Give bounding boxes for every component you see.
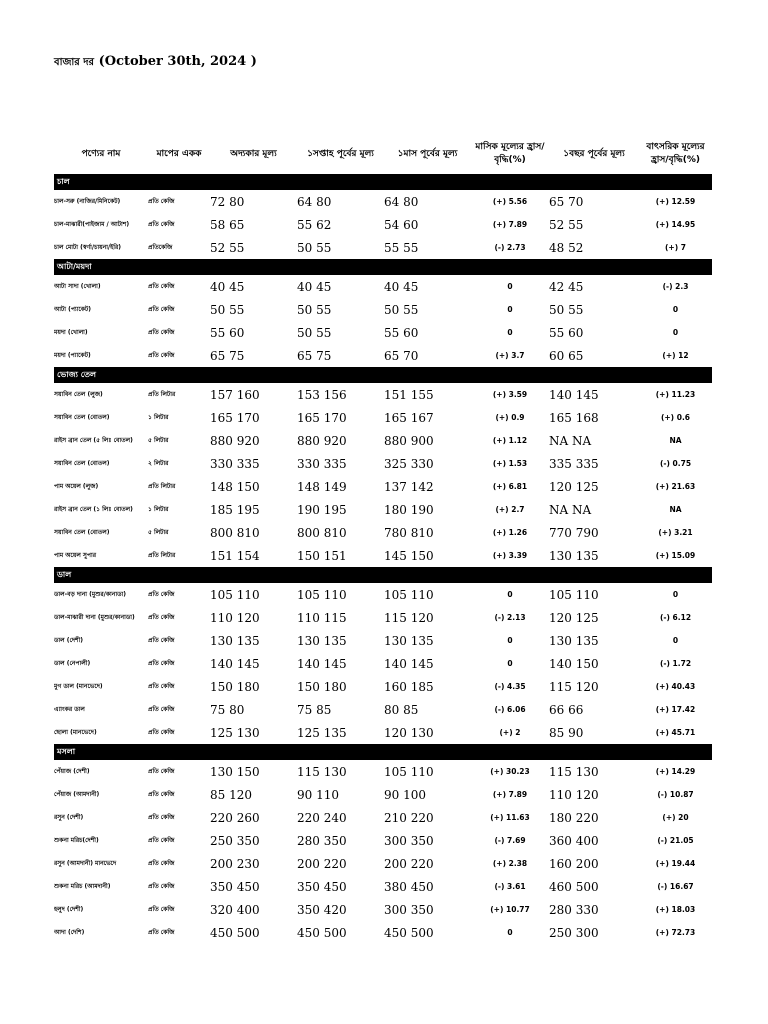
year-ago-price-cell: 335 335 [549,456,599,471]
year-ago-price-cell: 65 70 [549,194,584,209]
month-ago-price-cell: 54 60 [384,217,419,232]
product-name-cell: সয়াবিন তেল (বোতল) [54,529,110,536]
yearly-change-cell: (+) 21.63 [655,482,696,491]
unit-cell: প্রতি কেজি [148,929,175,936]
month-ago-price-cell: 300 350 [384,833,434,848]
product-name-cell: পাম অয়েল সুপার [54,552,97,559]
category-header-row [54,744,712,760]
monthly-change-cell: (-) 2.73 [494,243,526,252]
year-ago-price-cell: 165 168 [549,410,599,425]
monthly-change-cell: (+) 1.26 [492,528,528,537]
week-ago-price-cell: 65 75 [297,348,332,363]
today-price-cell: 151 154 [210,548,260,563]
unit-cell: প্রতি কেজি [148,768,175,775]
year-ago-price-cell: 250 300 [549,925,599,940]
table-row [54,698,712,721]
yearly-change-cell: (-) 2.3 [662,282,689,291]
category-label: ভোজ্য তেল [54,367,712,383]
table-body [54,174,712,944]
category-label: ডাল [54,567,712,583]
yearly-change-cell: (+) 18.03 [655,905,696,914]
year-ago-price-cell: 120 125 [549,479,599,494]
table-row [54,190,712,213]
monthly-change-cell: (+) 0.9 [495,413,525,422]
week-ago-price-cell: 50 55 [297,302,332,317]
yearly-change-cell: (-) 21.05 [657,836,694,845]
today-price-cell: 75 80 [210,702,245,717]
month-ago-price-cell: 140 145 [384,656,434,671]
week-ago-price-cell: 75 85 [297,702,332,717]
yearly-change-cell: (+) 7 [665,243,686,252]
month-ago-price-cell: 40 45 [384,279,419,294]
table-header-row [54,134,712,174]
today-price-cell: 800 810 [210,525,260,540]
year-ago-price-cell: 120 125 [549,610,599,625]
monthly-change-cell: (+) 3.7 [495,351,525,360]
monthly-change-cell: (+) 2.38 [492,859,528,868]
unit-cell: প্রতি কেজি [148,198,175,205]
week-ago-price-cell: 55 62 [297,217,332,232]
week-ago-price-cell: 125 135 [297,725,347,740]
year-ago-price-cell: 52 55 [549,217,584,232]
category-header-row [54,174,712,190]
monthly-change-cell: (+) 7.89 [492,790,528,799]
monthly-change-cell: (-) 4.35 [494,682,526,691]
table-row [54,652,712,675]
header-product-name: পণ্যের নাম [81,148,121,159]
product-name-cell: চাল-মাঝারী(পাইজাম / আটাশ) [54,221,130,228]
unit-cell: প্রতি কেজি [148,283,175,290]
year-ago-price-cell: 130 135 [549,633,599,648]
table-row [54,544,712,567]
yearly-change-cell: (+) 45.71 [655,728,696,737]
table-row [54,721,712,744]
page-title-bangla: বাজার দর [54,57,95,68]
table-row [54,521,712,544]
monthly-change-cell: (+) 1.12 [492,436,528,445]
year-ago-price-cell: 85 90 [549,725,584,740]
year-ago-price-cell: 42 45 [549,279,584,294]
unit-cell: প্রতি কেজি [148,683,175,690]
product-name-cell: আদা (দেশি) [54,929,85,936]
yearly-change-cell: (-) 16.67 [657,882,694,891]
year-ago-price-cell: 360 400 [549,833,599,848]
week-ago-price-cell: 880 920 [297,433,347,448]
year-ago-price-cell: 140 150 [549,656,599,671]
monthly-change-cell: (+) 10.77 [490,905,530,914]
monthly-change-cell: (+) 30.23 [490,767,530,776]
month-ago-price-cell: 210 220 [384,810,434,825]
monthly-change-cell: 0 [507,928,513,937]
month-ago-price-cell: 115 120 [384,610,434,625]
yearly-change-cell: (+) 19.44 [655,859,696,868]
table-row [54,344,712,367]
year-ago-price-cell: 48 52 [549,240,584,255]
week-ago-price-cell: 450 500 [297,925,347,940]
product-name-cell: সয়াবিন তেল (বোতল) [54,414,110,421]
year-ago-price-cell: 66 66 [549,702,584,717]
unit-cell: প্রতি কেজি [148,814,175,821]
unit-cell: প্রতি কেজি [148,614,175,621]
product-name-cell: সয়াবিন তেল (লুজ) [54,391,103,398]
product-name-cell: পেঁয়াজ (আমদানী) [54,791,100,798]
week-ago-price-cell: 800 810 [297,525,347,540]
week-ago-price-cell: 105 110 [297,587,347,602]
month-ago-price-cell: 880 900 [384,433,434,448]
yearly-change-cell: (+) 40.43 [655,682,696,691]
header-month-ago-price: ১মাস পূর্বের মূল্য [397,148,458,159]
yearly-change-cell: (+) 15.09 [655,551,696,560]
month-ago-price-cell: 65 70 [384,348,419,363]
monthly-change-cell: 0 [507,659,513,668]
yearly-change-cell: 0 [672,590,679,599]
yearly-change-cell: (+) 12.59 [655,197,696,206]
year-ago-price-cell: NA NA [549,433,592,448]
table-row [54,875,712,898]
category-label: মসলা [54,744,712,760]
unit-cell: প্রতি লিটার [148,483,176,490]
today-price-cell: 250 350 [210,833,260,848]
header-unit: মাপের একক [156,148,202,159]
yearly-change-cell: 0 [672,636,679,645]
today-price-cell: 130 135 [210,633,260,648]
table-row [54,475,712,498]
month-ago-price-cell: 180 190 [384,502,434,517]
monthly-change-cell: (+) 2.7 [495,505,525,514]
week-ago-price-cell: 115 130 [297,764,347,779]
product-name-cell: পাম অয়েল (লুজ) [54,483,99,490]
week-ago-price-cell: 50 55 [297,240,332,255]
year-ago-price-cell: 50 55 [549,302,584,317]
yearly-change-cell: 0 [672,305,679,314]
week-ago-price-cell: 150 180 [297,679,347,694]
month-ago-price-cell: 55 60 [384,325,419,340]
week-ago-price-cell: 50 55 [297,325,332,340]
today-price-cell: 140 145 [210,656,260,671]
product-name-cell: মুগ ডাল (মানভেদে) [54,683,103,690]
product-name-cell: চাল মোটা (স্বর্ণা/চায়না/ইরি) [54,244,121,251]
month-ago-price-cell: 137 142 [384,479,434,494]
week-ago-price-cell: 280 350 [297,833,347,848]
yearly-change-cell: (-) 10.87 [657,790,694,799]
page-title-date: (October 30th, 2024 ) [98,54,257,69]
unit-cell: প্রতি কেজি [148,791,175,798]
header-week-ago-price: ১সপ্তাহ পূর্বের মূল্য [307,148,374,159]
monthly-change-cell: 0 [507,328,513,337]
year-ago-price-cell: 60 65 [549,348,584,363]
today-price-cell: 65 75 [210,348,245,363]
yearly-change-cell: (-) 1.72 [659,659,692,668]
table-row [54,852,712,875]
monthly-change-cell: (-) 2.13 [494,613,526,622]
week-ago-price-cell: 330 335 [297,456,347,471]
unit-cell: ২ লিটার [148,460,169,467]
product-name-cell: ডাল (দেশী) [54,637,84,644]
today-price-cell: 125 130 [210,725,260,740]
month-ago-price-cell: 325 330 [384,456,434,471]
today-price-cell: 185 195 [210,502,260,517]
week-ago-price-cell: 190 195 [297,502,347,517]
yearly-change-cell: 0 [672,328,679,337]
week-ago-price-cell: 90 110 [297,787,339,802]
monthly-change-cell: (-) 6.06 [494,705,526,714]
today-price-cell: 148 150 [210,479,260,494]
monthly-change-cell: 0 [507,636,513,645]
today-price-cell: 220 260 [210,810,260,825]
unit-cell: প্রতি কেজি [148,637,175,644]
today-price-cell: 165 170 [210,410,260,425]
monthly-change-cell: 0 [507,305,513,314]
week-ago-price-cell: 150 151 [297,548,347,563]
month-ago-price-cell: 380 450 [384,879,434,894]
product-name-cell: আটা (প্যাকেট) [54,306,92,313]
unit-cell: ১ লিটার [148,506,169,513]
monthly-change-cell: (-) 3.61 [494,882,526,891]
today-price-cell: 72 80 [210,194,245,209]
table-row [54,236,712,259]
month-ago-price-cell: 64 80 [384,194,419,209]
week-ago-price-cell: 200 220 [297,856,347,871]
month-ago-price-cell: 145 150 [384,548,434,563]
monthly-change-cell: (+) 2 [499,728,521,737]
month-ago-price-cell: 151 155 [384,387,434,402]
unit-cell: প্রতি লিটার [148,552,176,559]
unit-cell: প্রতি কেজি [148,860,175,867]
week-ago-price-cell: 165 170 [297,410,347,425]
month-ago-price-cell: 120 130 [384,725,434,740]
price-table [54,134,712,944]
month-ago-price-cell: 165 167 [384,410,434,425]
product-name-cell: শুকনা মরিচ(দেশী) [54,837,99,844]
table-row [54,275,712,298]
table-row [54,583,712,606]
unit-cell: প্রতি কেজি [148,221,175,228]
month-ago-price-cell: 130 135 [384,633,434,648]
today-price-cell: 330 335 [210,456,260,471]
month-ago-price-cell: 55 55 [384,240,419,255]
monthly-change-cell: (+) 11.63 [490,813,530,822]
unit-cell: প্রতি কেজি [148,706,175,713]
header-yearly-change: বাৎসরিক মূল্যের হ্রাস/বৃদ্ধি(%) [646,142,705,165]
unit-cell: প্রতি কেজি [148,660,175,667]
year-ago-price-cell: 140 145 [549,387,599,402]
unit-cell: প্রতি কেজি [148,306,175,313]
unit-cell: ৫ লিটার [148,529,169,536]
month-ago-price-cell: 200 220 [384,856,434,871]
table-row [54,829,712,852]
unit-cell: প্রতি লিটার [148,391,176,398]
year-ago-price-cell: 55 60 [549,325,584,340]
monthly-change-cell: (+) 3.39 [492,551,528,560]
unit-cell: প্রতি কেজি [148,906,175,913]
product-name-cell: পেঁয়াজ (দেশী) [54,768,90,775]
product-name-cell: শুকনা মরিচ (আমদানী) [54,883,111,890]
table-row [54,629,712,652]
yearly-change-cell: (+) 3.21 [658,528,693,537]
yearly-change-cell: (+) 14.29 [655,767,696,776]
year-ago-price-cell: 105 110 [549,587,599,602]
product-name-cell: ডাল-বড় দানা (মুশুর/কানাডা) [54,591,127,598]
product-name-cell: হলুদ (দেশী) [54,906,84,913]
today-price-cell: 150 180 [210,679,260,694]
monthly-change-cell: (-) 7.69 [494,836,526,845]
table-row [54,606,712,629]
today-price-cell: 55 60 [210,325,245,340]
product-name-cell: ডাল (নেপালী) [54,660,91,667]
yearly-change-cell: (+) 12 [662,351,689,360]
year-ago-price-cell: 460 500 [549,879,599,894]
category-header-row [54,259,712,275]
page-title [54,54,257,72]
product-name-cell: রসুন (দেশী) [54,814,84,821]
table-row [54,806,712,829]
monthly-change-cell: 0 [507,590,513,599]
table-row [54,498,712,521]
yearly-change-cell: (-) 0.75 [659,459,692,468]
year-ago-price-cell: 115 120 [549,679,599,694]
table-row [54,429,712,452]
product-name-cell: চাল-সরু (নাজির/মিনিকেট) [54,198,121,205]
week-ago-price-cell: 40 45 [297,279,332,294]
table-row [54,783,712,806]
product-name-cell: ছোলা (মানভেদে) [54,729,97,736]
year-ago-price-cell: 160 200 [549,856,599,871]
category-label: চাল [54,174,712,190]
week-ago-price-cell: 130 135 [297,633,347,648]
year-ago-price-cell: 115 130 [549,764,599,779]
year-ago-price-cell: 180 220 [549,810,599,825]
table-row [54,675,712,698]
table-row [54,452,712,475]
year-ago-price-cell: NA NA [549,502,592,517]
table-row [54,898,712,921]
today-price-cell: 52 55 [210,240,245,255]
yearly-change-cell: NA [669,436,682,445]
yearly-change-cell: NA [669,505,682,514]
year-ago-price-cell: 110 120 [549,787,599,802]
table-row [54,760,712,783]
today-price-cell: 110 120 [210,610,260,625]
table-row [54,321,712,344]
month-ago-price-cell: 50 55 [384,302,419,317]
product-name-cell: আটা সাদা (খোলা) [54,283,101,290]
month-ago-price-cell: 105 110 [384,764,434,779]
yearly-change-cell: (+) 11.23 [655,390,696,399]
yearly-change-cell: (+) 72.73 [655,928,696,937]
table-row [54,298,712,321]
yearly-change-cell: (+) 14.95 [655,220,696,229]
monthly-change-cell: (+) 6.81 [492,482,528,491]
table-row [54,406,712,429]
unit-cell: প্রতিকেজি [148,244,173,251]
table-row [54,921,712,944]
week-ago-price-cell: 148 149 [297,479,347,494]
yearly-change-cell: (+) 0.6 [660,413,691,422]
unit-cell: ৫ লিটার [148,437,169,444]
week-ago-price-cell: 350 420 [297,902,347,917]
header-year-ago-price: ১বছর পূর্বের মূল্য [563,148,625,159]
yearly-change-cell: (+) 17.42 [655,705,696,714]
unit-cell: প্রতি কেজি [148,591,175,598]
monthly-change-cell: (+) 3.59 [492,390,528,399]
month-ago-price-cell: 90 100 [384,787,426,802]
product-name-cell: রসুন (আমদানী) মানভেদে [54,860,117,867]
product-name-cell: রাইস ব্রান তেল (১ লিঃ বোতল) [54,506,133,513]
today-price-cell: 50 55 [210,302,245,317]
header-today-price: অদ্যকার মূল্য [230,148,277,159]
today-price-cell: 85 120 [210,787,252,802]
week-ago-price-cell: 153 156 [297,387,347,402]
month-ago-price-cell: 450 500 [384,925,434,940]
today-price-cell: 157 160 [210,387,260,402]
week-ago-price-cell: 140 145 [297,656,347,671]
monthly-change-cell: (+) 5.56 [492,197,528,206]
unit-cell: প্রতি কেজি [148,729,175,736]
today-price-cell: 58 65 [210,217,245,232]
category-header-row [54,567,712,583]
today-price-cell: 40 45 [210,279,245,294]
month-ago-price-cell: 105 110 [384,587,434,602]
unit-cell: প্রতি কেজি [148,352,175,359]
today-price-cell: 450 500 [210,925,260,940]
year-ago-price-cell: 280 330 [549,902,599,917]
month-ago-price-cell: 80 85 [384,702,419,717]
product-name-cell: এ্যাংকর ডাল [54,706,85,713]
yearly-change-cell: (-) 6.12 [659,613,692,622]
table-row [54,383,712,406]
product-name-cell: ময়দা (প্যাকেট) [54,352,91,359]
yearly-change-cell: (+) 20 [662,813,689,822]
monthly-change-cell: 0 [507,282,513,291]
week-ago-price-cell: 350 450 [297,879,347,894]
monthly-change-cell: (+) 7.89 [492,220,528,229]
header-monthly-change: মাসিক মূল্যের হ্রাস/বৃদ্ধি(%) [475,142,545,165]
today-price-cell: 105 110 [210,587,260,602]
month-ago-price-cell: 160 185 [384,679,434,694]
today-price-cell: 320 400 [210,902,260,917]
today-price-cell: 200 230 [210,856,260,871]
today-price-cell: 880 920 [210,433,260,448]
year-ago-price-cell: 770 790 [549,525,599,540]
unit-cell: ১ লিটার [148,414,169,421]
product-name-cell: ময়দা (খোলা) [54,329,88,336]
month-ago-price-cell: 300 350 [384,902,434,917]
monthly-change-cell: (+) 1.53 [492,459,528,468]
table-row [54,213,712,236]
unit-cell: প্রতি কেজি [148,837,175,844]
product-name-cell: ডাল-মাঝারী দানা (মুশুর/কানাডা) [54,614,135,621]
category-header-row [54,367,712,383]
product-name-cell: রাইস ব্রান তেল (৫ লিঃ বোতল) [54,437,133,444]
month-ago-price-cell: 780 810 [384,525,434,540]
product-name-cell: সয়াবিন তেল (বোতল) [54,460,110,467]
week-ago-price-cell: 64 80 [297,194,332,209]
week-ago-price-cell: 220 240 [297,810,347,825]
year-ago-price-cell: 130 135 [549,548,599,563]
today-price-cell: 350 450 [210,879,260,894]
category-label: আটা/ময়দা [54,259,712,275]
week-ago-price-cell: 110 115 [297,610,347,625]
unit-cell: প্রতি কেজি [148,329,175,336]
today-price-cell: 130 150 [210,764,260,779]
unit-cell: প্রতি কেজি [148,883,175,890]
